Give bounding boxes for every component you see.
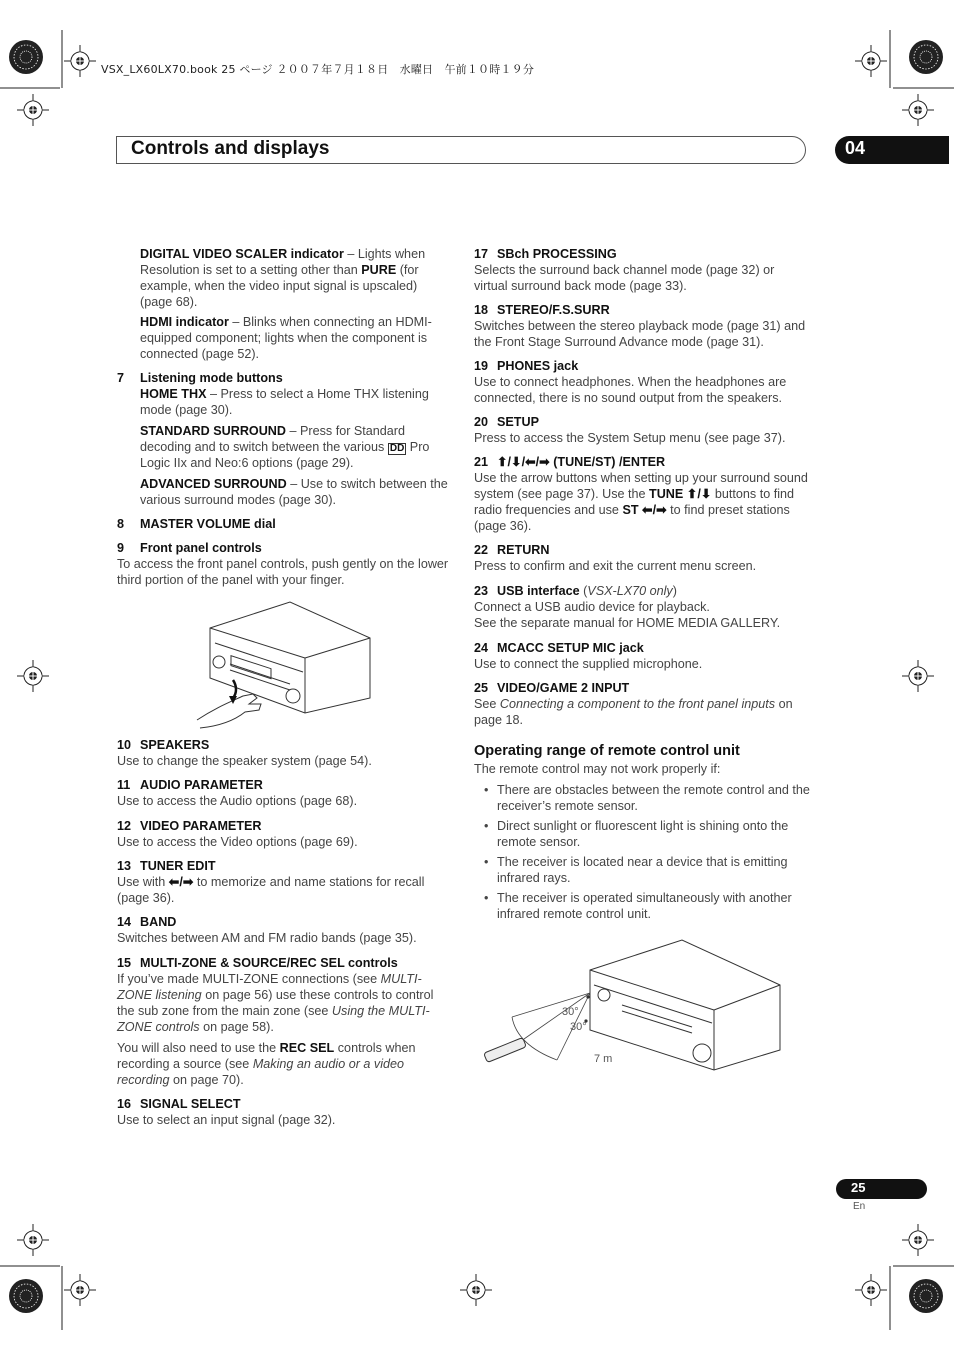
item-number: 23 bbox=[474, 584, 489, 598]
item-13 bbox=[117, 858, 452, 906]
item-number: 18 bbox=[474, 303, 489, 317]
item-number: 21 bbox=[474, 455, 489, 469]
item-heading: MASTER VOLUME dial bbox=[140, 517, 276, 531]
page-language: En bbox=[853, 1201, 866, 1212]
item-15 bbox=[117, 955, 452, 1088]
item-8 bbox=[117, 516, 452, 532]
item-19 bbox=[474, 358, 810, 406]
item-number: 25 bbox=[474, 681, 489, 695]
chapter-tab bbox=[835, 136, 949, 164]
item-16 bbox=[117, 1096, 452, 1128]
dvs-heading: DIGITAL VIDEO SCALER indicator bbox=[140, 247, 344, 261]
item-number: 7 bbox=[117, 371, 125, 385]
item-number: 16 bbox=[117, 1097, 132, 1111]
list-item: • The receiver is located near a device that is emitting infrared rays. bbox=[474, 854, 810, 886]
item-heading: MULTI-ZONE & SOURCE/REC SEL controls bbox=[140, 956, 398, 970]
tune-label: TUNE ⬆/⬇ bbox=[649, 487, 712, 501]
hdmi-text: – Blinks when connecting an HDMI-equipped component; lights when the component is connected (page 52). bbox=[140, 315, 432, 361]
remote-range-illustration bbox=[482, 935, 782, 1075]
list-item: • The receiver is operated simultaneously with another infrared remote control unit. bbox=[474, 890, 810, 922]
list-item: • Direct sunlight or fluorescent light is shining onto the remote sensor. bbox=[474, 818, 810, 850]
item-number: 24 bbox=[474, 641, 489, 655]
item-21 bbox=[474, 454, 810, 534]
item-number: 9 bbox=[117, 541, 125, 555]
item-text: See the separate manual for HOME MEDIA GALLERY. bbox=[474, 616, 781, 630]
item-number: 20 bbox=[474, 415, 489, 429]
conditions-list bbox=[474, 782, 810, 922]
item-text: on page 70). bbox=[169, 1073, 244, 1087]
item-heading: SIGNAL SELECT bbox=[140, 1097, 241, 1111]
front-panel-illustration bbox=[195, 598, 375, 730]
item-text: Switches between AM and FM radio bands (page 35). bbox=[117, 931, 417, 945]
item-text: on page 56) use these controls to control the sub zone from the main zone (see bbox=[117, 988, 434, 1018]
list-item: • There are obstacles between the remote control and the receiver’s remote sensor. bbox=[474, 782, 810, 814]
dvs-text-2: (for example, when the video input signal is upscaled) (page 68). bbox=[140, 263, 419, 309]
thx-heading: HOME THX bbox=[140, 387, 207, 401]
item-text: ( bbox=[579, 584, 588, 598]
item-number: 8 bbox=[117, 517, 125, 531]
item-number: 10 bbox=[117, 738, 132, 752]
item-text: Connect a USB audio device for playback. bbox=[474, 600, 710, 614]
rec-sel-label: REC SEL bbox=[279, 1041, 335, 1055]
item-heading: VIDEO PARAMETER bbox=[140, 819, 262, 833]
item-10 bbox=[117, 737, 452, 769]
dvs-pure: PURE bbox=[361, 263, 397, 277]
item-heading: VIDEO/GAME 2 INPUT bbox=[497, 681, 630, 695]
item-number: 13 bbox=[117, 859, 132, 873]
chapter-number: 04 bbox=[845, 138, 866, 158]
adv-text: – Use to switch between the various surround modes (page 30). bbox=[140, 477, 448, 507]
item-18 bbox=[474, 302, 810, 350]
item-heading: Front panel controls bbox=[140, 541, 262, 555]
xref: Using the MULTI-ZONE controls bbox=[117, 1004, 430, 1034]
item-text: Use with bbox=[117, 875, 169, 889]
item-text: Use the arrow buttons when setting up your surround sound system (see page 37). Use the bbox=[474, 471, 808, 501]
xref: Connecting a component to the front panel inputs bbox=[499, 697, 776, 711]
item-number: 15 bbox=[117, 956, 132, 970]
item-number: 19 bbox=[474, 359, 489, 373]
item-23 bbox=[474, 583, 810, 631]
item-text: Use to change the speaker system (page 54). bbox=[117, 754, 372, 768]
std-text-2: Pro Logic IIx and Neo:6 options (page 29). bbox=[140, 440, 430, 470]
item-text: Use to select an input signal (page 32). bbox=[117, 1113, 336, 1127]
item-heading: TUNER EDIT bbox=[140, 859, 216, 873]
item-text: If you’ve made MULTI-ZONE connections (see bbox=[117, 972, 381, 986]
item-text: buttons to find radio frequencies and use bbox=[474, 487, 795, 517]
page-number-tab bbox=[836, 1179, 927, 1199]
item-heading: Listening mode buttons bbox=[140, 371, 283, 385]
section-intro: The remote control may not work properly if: bbox=[474, 762, 721, 776]
angle-label-2: 30° bbox=[570, 1021, 587, 1033]
item-heading: RETURN bbox=[497, 543, 550, 557]
item-text: See bbox=[474, 697, 500, 711]
section-title-bar bbox=[116, 136, 806, 164]
item-number: 14 bbox=[117, 915, 132, 929]
operating-range-section bbox=[474, 743, 810, 922]
print-header: VSX_LX60LX70.book 25 ページ ２００７年７月１８日 水曜日 午前１０時１９分 bbox=[101, 63, 535, 76]
dolby-logo-icon: DD bbox=[389, 443, 405, 454]
item-text: Press to confirm and exit the current menu screen. bbox=[474, 559, 757, 573]
item-17 bbox=[474, 246, 810, 294]
thx-text: – Press to select a Home THX listening mode (page 30). bbox=[140, 387, 429, 417]
item-heading: USB interface bbox=[497, 584, 580, 598]
item-heading: PHONES jack bbox=[497, 359, 579, 373]
item-text: You will also need to use the bbox=[117, 1041, 280, 1055]
item-text: To access the front panel controls, push gently on the lower third portion of the panel with your finger. bbox=[117, 557, 449, 587]
item-text: ) bbox=[672, 584, 677, 598]
item-7 bbox=[117, 370, 452, 508]
st-label: ST ⬅/➡ bbox=[622, 503, 667, 517]
dvs-indicator-block bbox=[140, 246, 452, 362]
item-text: Use to connect headphones. When the headphones are connected, there is no sound output from the speakers. bbox=[474, 375, 787, 405]
item-text: controls when recording a source (see bbox=[117, 1041, 416, 1071]
model-note: VSX-LX70 only bbox=[587, 584, 673, 598]
std-heading: STANDARD SURROUND bbox=[140, 424, 286, 438]
std-text: – Press for Standard decoding and to switch between the various bbox=[140, 424, 406, 454]
page-number: 25 bbox=[851, 1180, 866, 1195]
item-heading: SBch PROCESSING bbox=[497, 247, 617, 261]
distance-label: 7 m bbox=[594, 1053, 613, 1065]
item-number: 12 bbox=[117, 819, 132, 833]
xref: Making an audio or a video recording bbox=[117, 1057, 405, 1087]
item-11 bbox=[117, 777, 452, 809]
arrow-keys-icon: ⬅/➡ bbox=[168, 875, 194, 889]
item-heading: STEREO/F.S.SURR bbox=[497, 303, 610, 317]
item-heading: SETUP bbox=[497, 415, 539, 429]
item-text: on page 58). bbox=[199, 1020, 274, 1034]
item-25 bbox=[474, 680, 810, 728]
item-24 bbox=[474, 640, 810, 672]
item-number: 22 bbox=[474, 543, 489, 557]
dvs-text-1: – Lights when Resolution is set to a setting other than bbox=[140, 247, 426, 277]
item-text: Use to access the Video options (page 69). bbox=[117, 835, 358, 849]
item-text: to memorize and name stations for recall (page 36). bbox=[117, 875, 425, 905]
item-22 bbox=[474, 542, 810, 574]
item-number: 17 bbox=[474, 247, 489, 261]
item-text: Press to access the System Setup menu (see page 37). bbox=[474, 431, 786, 445]
item-text: Selects the surround back channel mode (page 32) or virtual surround back mode (page 33). bbox=[474, 263, 775, 293]
adv-heading: ADVANCED SURROUND bbox=[140, 477, 287, 491]
item-text: on page 18. bbox=[474, 697, 793, 727]
item-12 bbox=[117, 818, 452, 850]
xref: MULTI-ZONE listening bbox=[117, 972, 422, 1002]
item-text: Use to connect the supplied microphone. bbox=[474, 657, 703, 671]
item-number: 11 bbox=[117, 778, 131, 792]
angle-label-1: 30° bbox=[562, 1006, 579, 1018]
item-9 bbox=[117, 540, 452, 588]
item-text: Switches between the stereo playback mode (page 31) and the Front Stage Surround Advance mode (page 31). bbox=[474, 319, 806, 349]
item-heading: AUDIO PARAMETER bbox=[140, 778, 263, 792]
item-heading: BAND bbox=[140, 915, 177, 929]
item-text: to find preset stations (page 36). bbox=[474, 503, 790, 533]
item-heading: MCACC SETUP MIC jack bbox=[497, 641, 644, 655]
section-title: Controls and displays bbox=[131, 138, 330, 159]
item-text: Use to access the Audio options (page 68). bbox=[117, 794, 358, 808]
item-heading: SPEAKERS bbox=[140, 738, 210, 752]
item-14 bbox=[117, 914, 452, 946]
section-heading: Operating range of remote control unit bbox=[474, 743, 740, 759]
item-heading: ⬆/⬇/⬅/➡ (TUNE/ST) /ENTER bbox=[497, 455, 666, 469]
item-20 bbox=[474, 414, 810, 446]
hdmi-heading: HDMI indicator bbox=[140, 315, 229, 329]
